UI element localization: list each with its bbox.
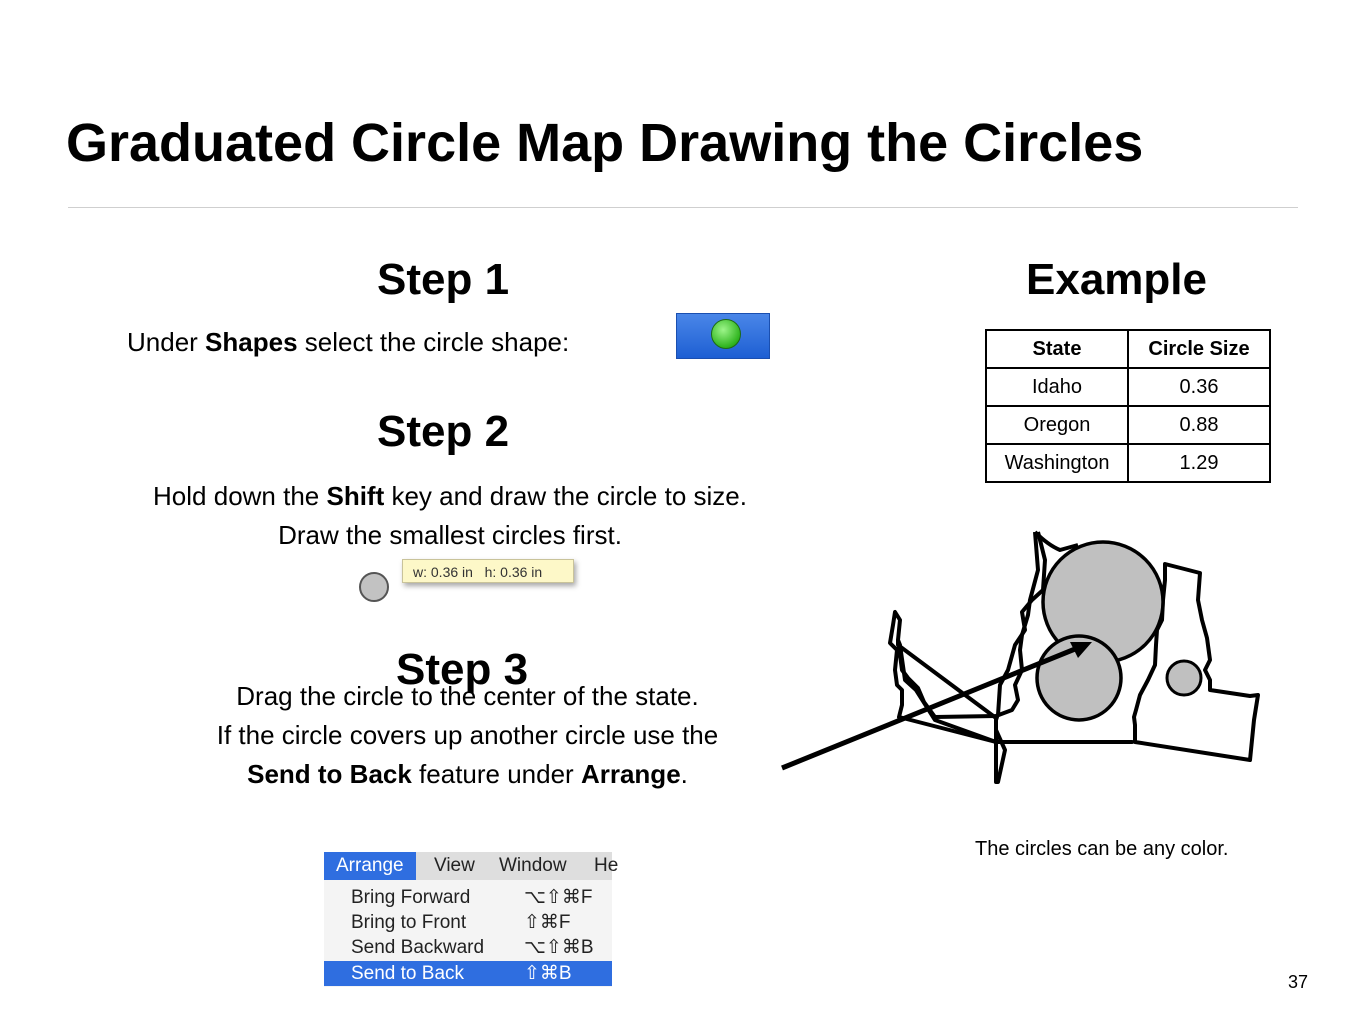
table-cell: 0.36	[1128, 368, 1270, 406]
step1-text-bold: Shapes	[205, 327, 298, 357]
step3-bold-a: Send to Back	[247, 759, 412, 789]
menu-item-label: Send to Back	[351, 963, 465, 984]
menu-window[interactable]: Window	[499, 855, 567, 876]
step3-bold-b: Arrange	[580, 759, 681, 789]
table-header-state: State	[986, 330, 1128, 368]
menu-bar	[324, 852, 619, 880]
step3-text	[180, 677, 755, 794]
menu-item-bring-forward[interactable]	[324, 885, 612, 910]
arrow-line	[782, 647, 1080, 768]
idaho-circle	[1167, 661, 1201, 695]
step3-line3	[180, 755, 755, 794]
table-cell: 0.88	[1128, 406, 1270, 444]
table-row	[986, 444, 1270, 482]
step2-line1-pre: Hold down the	[153, 481, 327, 511]
table-header-row	[986, 330, 1270, 368]
menu-item-send-backward[interactable]	[324, 935, 612, 960]
example-map	[760, 520, 1280, 800]
menu-item-send-to-back[interactable]	[324, 961, 612, 986]
page-number: 37	[1288, 972, 1309, 992]
step2-text	[60, 477, 840, 555]
table-cell: 1.29	[1128, 444, 1270, 482]
example-heading: Example	[1026, 255, 1207, 304]
circle-shape-button[interactable]	[676, 313, 770, 359]
menu-item-shortcut: ⇧⌘F	[524, 912, 571, 933]
menu-help[interactable]: He	[594, 855, 619, 876]
menu-item-shortcut: ⇧⌘B	[524, 963, 572, 984]
step3-end: .	[680, 759, 688, 789]
menu-item-label: Bring Forward	[351, 887, 471, 908]
table-row	[986, 406, 1270, 444]
menu-item-label: Send Backward	[351, 937, 485, 958]
arrange-menu	[324, 852, 619, 987]
step2-line1-bold: Shift	[326, 481, 385, 511]
menu-item-shortcut: ⌥⇧⌘F	[524, 887, 593, 908]
menu-item-shortcut: ⌥⇧⌘B	[524, 937, 594, 958]
step2-line1	[60, 477, 840, 516]
menu-view[interactable]: View	[434, 855, 475, 876]
demo-circle	[359, 572, 389, 602]
table-cell: Washington	[986, 444, 1128, 482]
step3-line1: Drag the circle to the center of the state.	[236, 681, 699, 711]
green-circle-icon	[711, 319, 741, 349]
color-note: The circles can be any color.	[975, 838, 1229, 860]
table-cell: Oregon	[986, 406, 1128, 444]
step1-text-pre: Under	[127, 327, 206, 357]
step1-text	[127, 323, 569, 362]
step3-heading: Step 3	[396, 645, 529, 694]
title-divider	[68, 207, 1298, 208]
size-tooltip: w: 0.36 in h: 0.36 in	[402, 559, 574, 583]
step3-line2: If the circle covers up another circle use the	[216, 720, 719, 750]
step2-line2: Draw the smallest circles first.	[278, 520, 622, 550]
menu-item-bring-to-front[interactable]	[324, 910, 612, 935]
table-cell: Idaho	[986, 368, 1128, 406]
menu-item-label: Bring to Front	[351, 912, 467, 933]
step3-mid: feature under	[411, 759, 581, 789]
step2-heading: Step 2	[377, 407, 510, 456]
example-table	[985, 329, 1271, 483]
step1-heading: Step 1	[377, 255, 510, 304]
table-row	[986, 368, 1270, 406]
table-header-circle-size: Circle Size	[1128, 330, 1270, 368]
step2-line1-post: key and draw the circle to size.	[384, 481, 747, 511]
slide-title: Graduated Circle Map Drawing the Circles	[66, 113, 1144, 173]
menu-arrange[interactable]: Arrange	[324, 852, 416, 880]
step1-text-post: select the circle shape:	[297, 327, 570, 357]
